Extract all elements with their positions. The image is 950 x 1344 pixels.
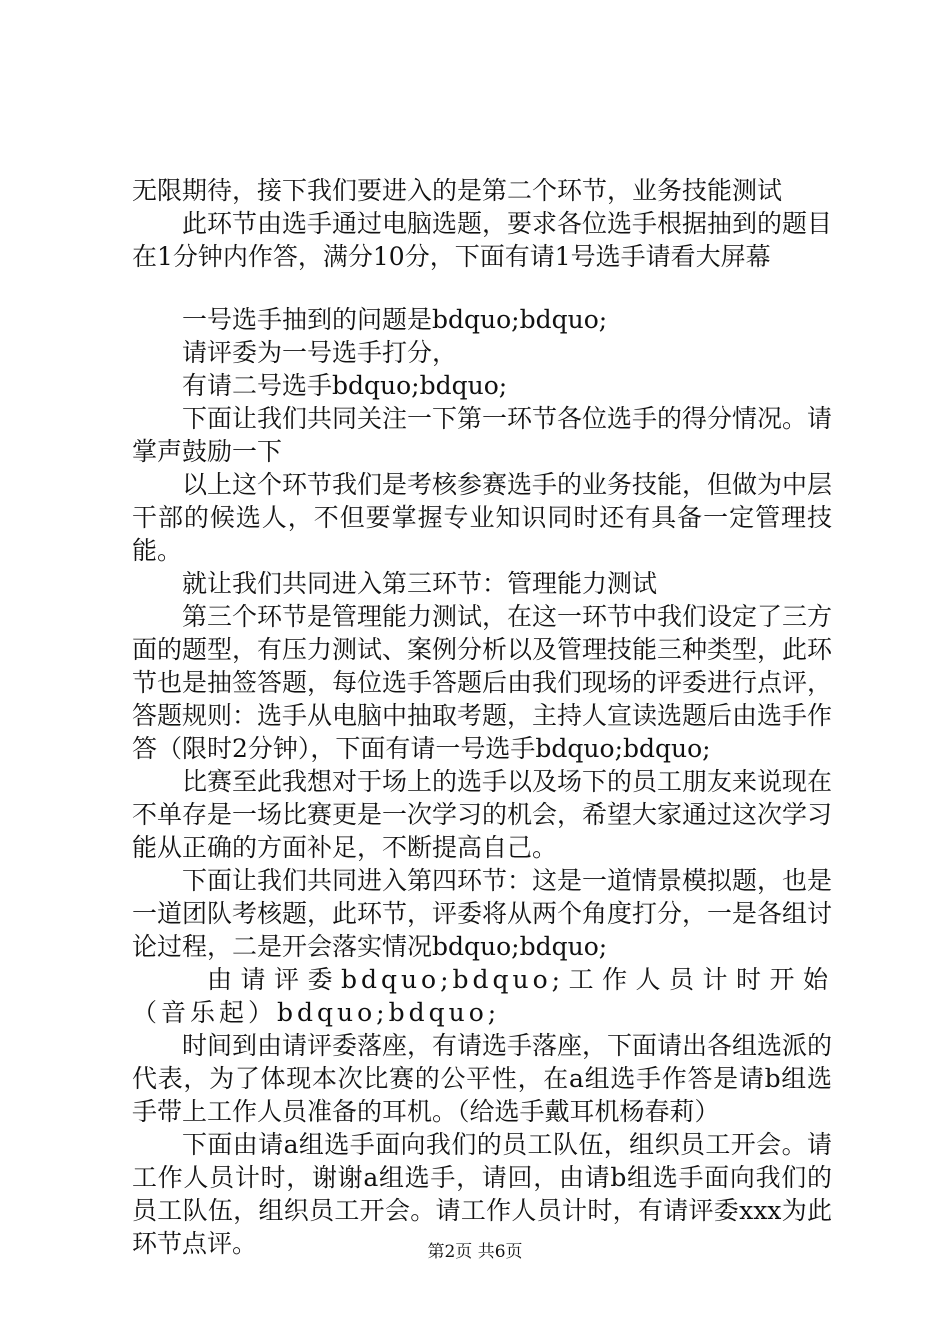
document-body [132,174,832,1260]
paragraph: 由请评委bdquo;bdquo;工作人员计时开始（音乐起）bdquo;bdquo; [132,965,832,1027]
paragraph: 有请二号选手bdquo;bdquo; [182,371,508,400]
paragraph: 请评委为一号选手打分， [182,338,458,367]
paragraph: 下面让我们共同进入第四环节：这是一道情景模拟题，也是一道团队考核题，此环节，评委将从两个角度打分，一是各组讨论过程，二是开会落实情况bdquo;bdquo; [132,866,833,961]
paragraph: 无限期待，接下我们要进入的是第二个环节，业务技能测试 [132,176,783,205]
paragraph: 比赛至此我想对于场上的选手以及场下的员工朋友来说现在不单存是一场比赛更是一次学习的机会，希望大家通过这次学习能从正确的方面补足，不断提高自己。 [132,767,833,862]
paragraph: 下面由请a组选手面向我们的员工队伍，组织员工开会。请工作人员计时，谢谢a组选手，请回，由请b组选手面向我们的员工队伍，组织员工开会。请工作人员计时，有请评委xxx为此环节点评。 [132,1130,832,1258]
paragraph: 第三个环节是管理能力测试，在这一环节中我们设定了三方面的题型，有压力测试、案例分析以及管理技能三种类型，此环节也是抽签答题，每位选手答题后由我们现场的评委进行点评，答题规则：选手从电脑中抽取考题，主持人宣读选题后由选手作答（限时2分钟），下面有请一号选手bdquo;bdquo; [132,602,833,763]
paragraph: 一号选手抽到的问题是bdquo;bdquo; [182,305,608,334]
paragraph: 此环节由选手通过电脑选题，要求各位选手根据抽到的题目在1分钟内作答，满分10分，下面有请1号选手请看大屏幕 [132,209,833,271]
paragraph: 下面让我们共同关注一下第一环节各位选手的得分情况。请掌声鼓励一下 [132,404,833,466]
paragraph: 时间到由请评委落座，有请选手落座，下面请出各组选派的代表，为了体现本次比赛的公平性，在a组选手作答是请b组选手带上工作人员准备的耳机。（给选手戴耳机杨春莉） [132,1031,833,1126]
paragraph: 以上这个环节我们是考核参赛选手的业务技能，但做为中层干部的候选人，不但要掌握专业知识同时还有具备一定管理技能。 [132,470,833,565]
paragraph: 就让我们共同进入第三环节：管理能力测试 [182,569,658,598]
page-number-footer: 第2页 共6页 [427,1242,523,1262]
